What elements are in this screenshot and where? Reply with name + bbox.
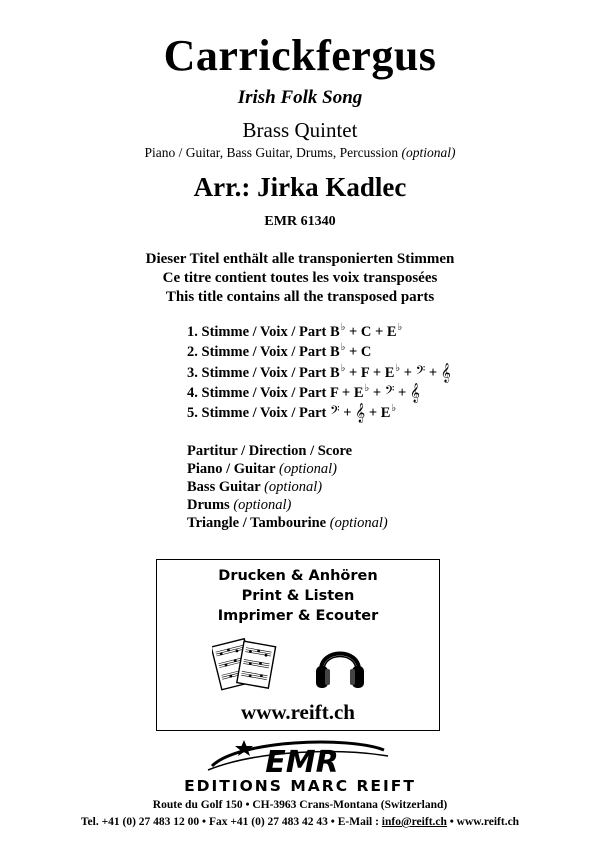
score-item	[187, 478, 388, 496]
score-item-optional: (optional)	[233, 497, 292, 513]
part-label: 3. Stimme / Voix / Part	[187, 365, 327, 381]
publisher-address: Route du Golf 150 • CH-3963 Crans-Montana (Switzerland)	[152, 799, 448, 811]
flat-icon: ♭	[395, 363, 401, 374]
part-key-text: + E	[365, 405, 391, 421]
part-key-text: +	[400, 365, 416, 381]
treble-clef-icon: 𝄞	[409, 383, 420, 403]
part-label: 2. Stimme / Voix / Part	[187, 344, 327, 360]
instrumentation-optional: (optional)	[401, 145, 456, 160]
part-key-text: B	[329, 324, 340, 340]
part-label: 4. Stimme / Voix / Part	[187, 385, 327, 401]
score-item	[187, 496, 388, 514]
part-key-text: B	[329, 365, 340, 381]
flat-icon: ♭	[340, 342, 346, 353]
parts-list	[187, 322, 451, 422]
email-link[interactable]: info@reift.ch	[381, 816, 447, 828]
score-item	[187, 442, 388, 460]
score-item-label: Bass Guitar	[187, 479, 261, 495]
score-item-label: Triangle / Tambourine	[187, 515, 327, 531]
flat-icon: ♭	[391, 403, 397, 414]
part-key-text: +	[425, 365, 441, 381]
promo-line-english: Print & Listen	[241, 588, 355, 604]
transposition-notes	[0, 250, 600, 307]
score-item-label: Partitur / Direction / Score	[187, 443, 353, 459]
note-french: Ce titre contient toutes les voix transposées	[162, 270, 438, 286]
note-german: Dieser Titel enthält alle transponierten Stimmen	[145, 251, 455, 267]
flat-icon: ♭	[397, 322, 403, 333]
part-row	[187, 402, 451, 422]
score-item-optional: (optional)	[278, 461, 337, 477]
treble-clef-icon: 𝄞	[355, 403, 366, 423]
part-label: 1. Stimme / Voix / Part	[187, 324, 327, 340]
ensemble: Brass Quintet	[242, 118, 358, 142]
flat-icon: ♭	[340, 363, 346, 374]
arranger: Arr.: Jirka Kadlec	[193, 172, 407, 202]
promo-line-german: Drucken & Anhören	[218, 568, 378, 584]
part-key-text: +	[369, 385, 385, 401]
score-item-optional: (optional)	[329, 515, 388, 531]
part-key-text: B	[329, 344, 340, 360]
subtitle: Irish Folk Song	[237, 87, 363, 108]
catalog-number: EMR 61340	[264, 214, 336, 229]
score-item-optional: (optional)	[264, 479, 323, 495]
instrumentation	[0, 144, 600, 162]
part-row	[187, 342, 451, 362]
score-item-label: Drums	[187, 497, 230, 513]
sheet-music-icon	[212, 636, 278, 697]
scores-list	[187, 442, 388, 532]
part-row	[187, 362, 451, 382]
part-key-text: +	[394, 385, 410, 401]
instrumentation-list: Piano / Guitar, Bass Guitar, Drums, Percussion	[144, 145, 399, 160]
contact-website[interactable]: • www.reift.ch	[446, 816, 520, 828]
bass-clef-icon: 𝄢	[415, 363, 426, 381]
part-key-text: F + E	[329, 385, 364, 401]
flat-icon: ♭	[364, 383, 370, 394]
part-label: 5. Stimme / Voix / Part	[187, 405, 327, 421]
flat-icon: ♭	[340, 322, 346, 333]
promo-box	[156, 559, 440, 731]
publisher-contact	[0, 815, 600, 830]
part-key-text: + F + E	[345, 365, 395, 381]
score-item-label: Piano / Guitar	[187, 461, 276, 477]
promo-line-french: Imprimer & Ecouter	[217, 608, 379, 624]
page-title: Carrickfergus	[163, 31, 437, 80]
part-key-text: + C + E	[345, 324, 397, 340]
part-row	[187, 322, 451, 342]
part-key-text: +	[339, 405, 356, 421]
part-key-text: + C	[345, 344, 372, 360]
score-item	[187, 514, 388, 532]
svg-text:EMR: EMR	[265, 745, 339, 778]
bass-clef-icon: 𝄢	[329, 403, 340, 421]
part-row	[187, 382, 451, 402]
score-item	[187, 460, 388, 478]
publisher-name: EDITIONS MARC REIFT	[184, 777, 416, 795]
promo-lines	[157, 566, 439, 626]
website-link[interactable]: www.reift.ch	[241, 700, 355, 724]
treble-clef-icon: 𝄞	[440, 363, 451, 383]
bass-clef-icon: 𝄢	[384, 383, 395, 401]
headphones-icon	[313, 636, 367, 697]
contact-phone-fax: Tel. +41 (0) 27 483 12 00 • Fax +41 (0) 27 483 42 43 • E-Mail :	[80, 816, 382, 828]
note-english: This title contains all the transposed parts	[165, 289, 435, 305]
